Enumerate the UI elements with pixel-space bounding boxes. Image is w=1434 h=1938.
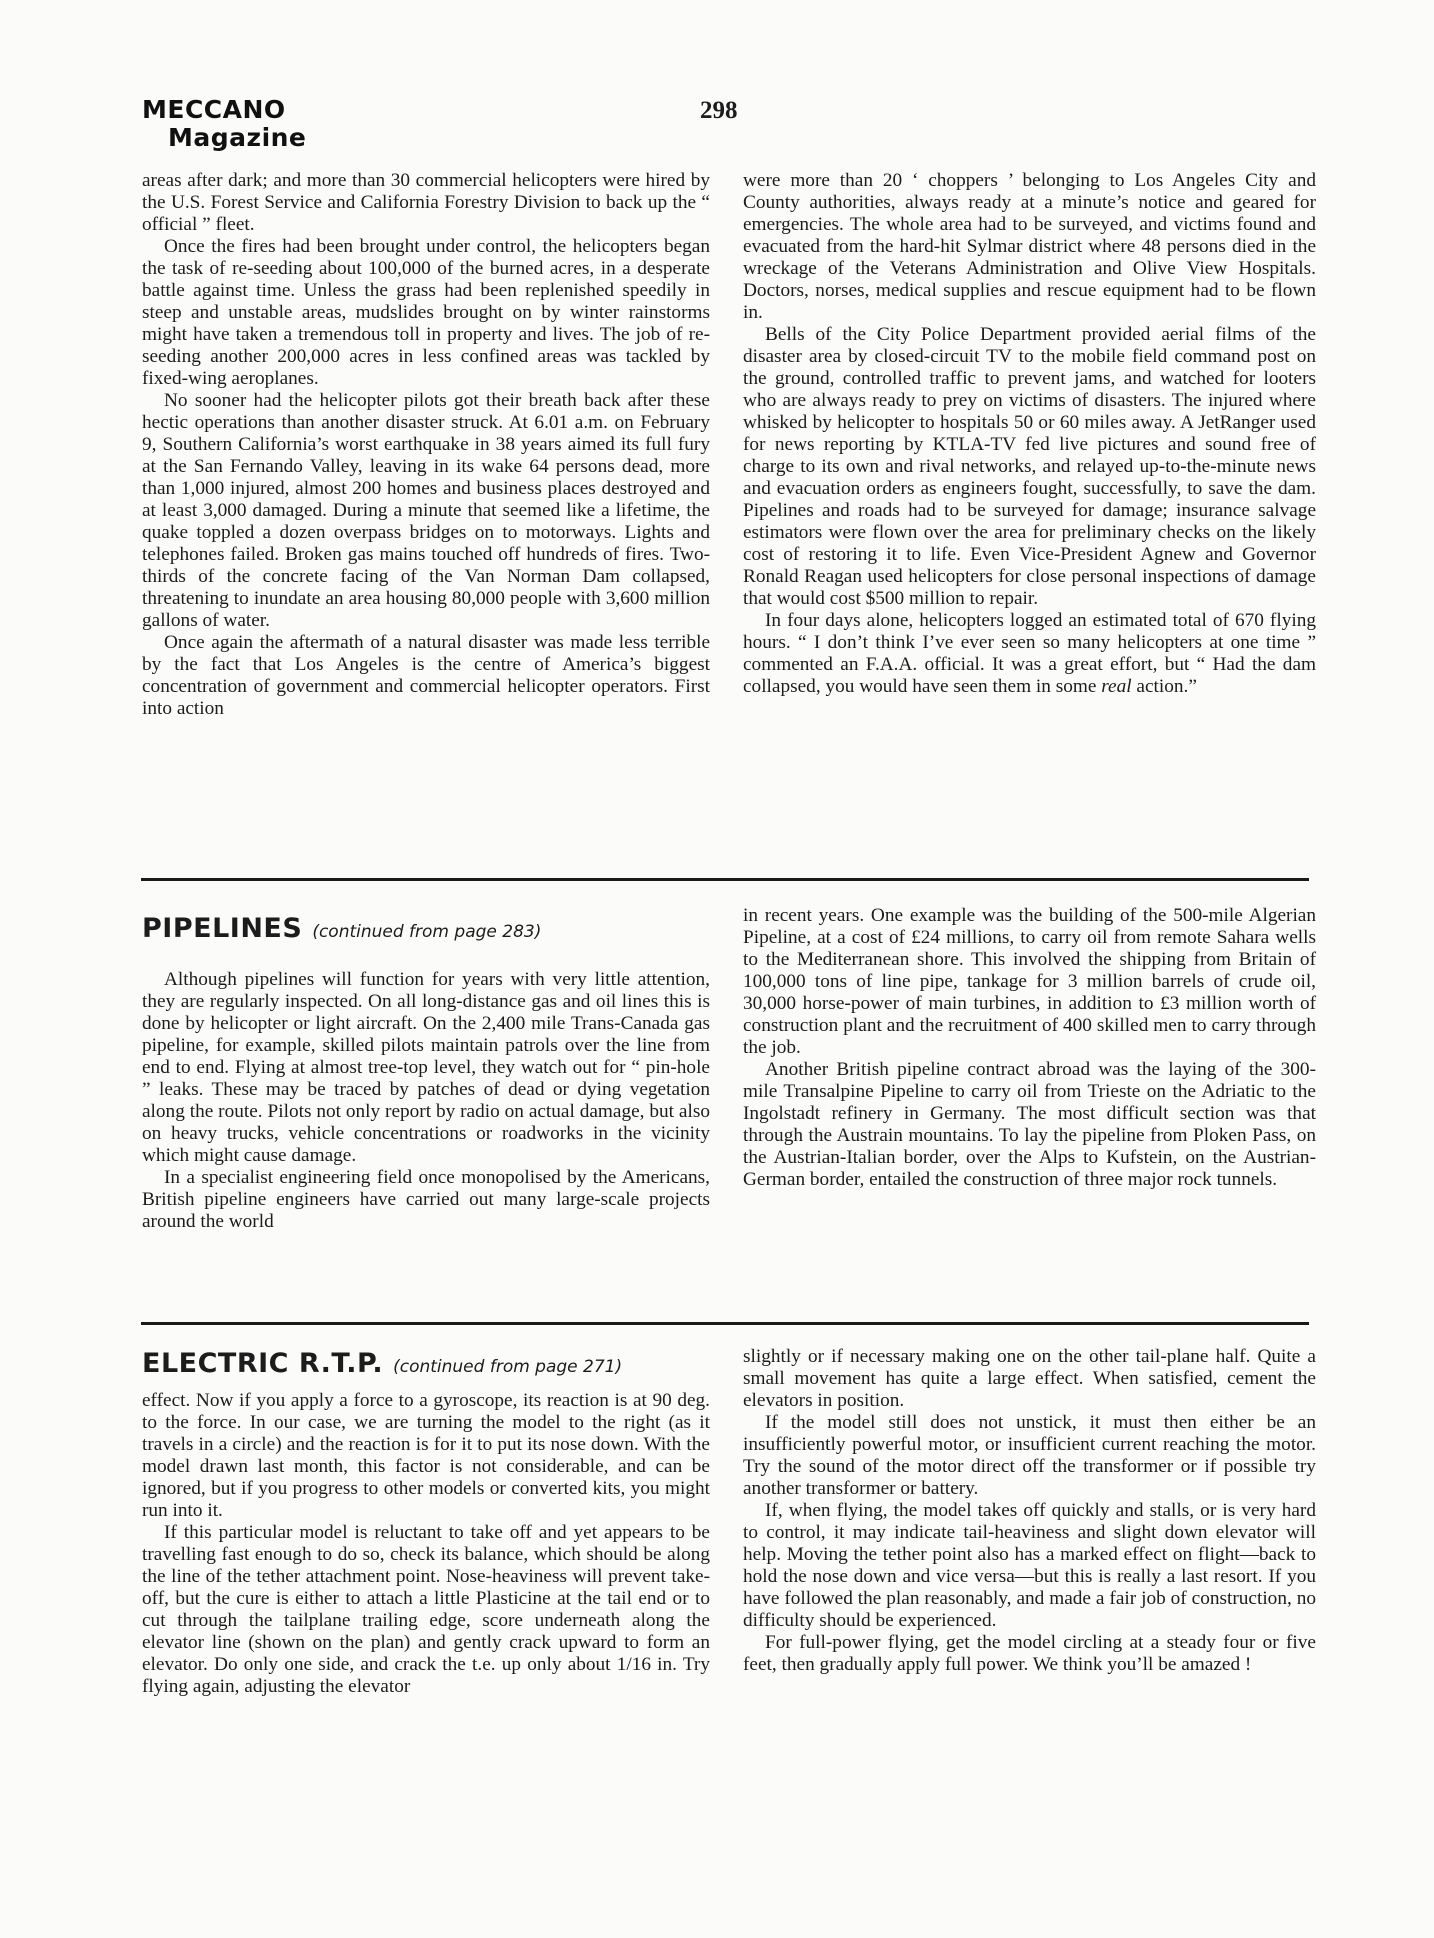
paragraph: were more than 20 ‘ choppers ’ belonging to Los Angeles City and County authorities, always ready at a minute’s notice and geared for emergencies. The whole area had to be surveyed, and victims found and evacuated from the hard-hit Sylmar district where 48 persons died in the wreckage of the Veterans Administration and Olive View Hospitals. Doctors, norses, medical supplies and rescue equipment had to be flown in. [743, 170, 1316, 323]
paragraph: If, when flying, the model takes off quickly and stalls, or is very hard to control, it may indicate tail-heaviness and slight down elevator will help. Moving the tether point also has a marked effect on flight—back to hold the nose down and vice versa—but this is really a last resort. If you have followed the plan reasonably, and made a fair job of construction, no difficulty should be experienced. [743, 1500, 1316, 1631]
page-number: 298 [700, 97, 738, 124]
paragraph-tail: action.” [1131, 676, 1197, 697]
paragraph: areas after dark; and more than 30 commercial helicopters were hired by the U.S. Forest Service and California Forestry Division to back up the “ official ” fleet. [142, 170, 710, 235]
paragraph: slightly or if necessary making one on the other tail-plane half. Quite a small movement has quite a large effect. When satisfied, cement the elevators in position. [743, 1346, 1316, 1411]
electric-heading [142, 1348, 622, 1379]
paragraph: effect. Now if you apply a force to a gyroscope, its reaction is at 90 deg. to the force. In our case, we are turning the model to the right (as it travels in a circle) and the reaction is for it to put its nose down. With the model drawn last month, this factor is not considerable, and can be ignored, but if you progress to other models or converted kits, you might run into it. [142, 1390, 710, 1521]
paragraph: If this particular model is reluctant to take off and yet appears to be travelling fast enough to do so, check its balance, which should be along the line of the tether attachment point. Nose-heaviness will prevent take-off, but the cure is either to attach a little Plasticine at the tail end or to cut through the tailplane trailing edge, score underneath along the elevator line (shown on the plan) and gently crack upward to form an elevator. Do only one side, and crack the t.e. up only about 1/16 in. Try flying again, adjusting the elevator [142, 1522, 710, 1697]
paragraph-text: In four days alone, helicopters logged an estimated total of 670 flying hours. “ I don’t think I’ve ever seen so many helicopters at one time ” commented an F.A.A. official. It was a great effort, but “ Had the dam collapsed, you would have seen them in some [743, 610, 1316, 697]
helicopter-article-right-column [743, 170, 1316, 698]
paragraph: Although pipelines will function for years with very little attention, they are regularly inspected. On all long-distance gas and oil lines this is done by helicopter or light aircraft. On the 2,400 mile Trans-Canada gas pipeline, for example, skilled pilots maintain patrols over the line from end to end. Flying at almost tree-top level, they watch out for “ pin-hole ” leaks. These may be traced by patches of dead or dying vegetation along the route. Pilots not only report by radio on actual damage, but also on heavy trucks, vehicle concentrations or roadworks in the vicinity which might cause damage. [142, 969, 710, 1166]
electric-left-column [142, 1390, 710, 1698]
pipelines-subtitle: (continued from page 283) [312, 922, 542, 942]
paragraph: in recent years. One example was the building of the 500-mile Algerian Pipeline, at a cost of £24 millions, to carry oil from remote Sahara wells to the Mediterranean shore. This involved the shipping from Britain of 100,000 tons of line pipe, tankage for 3 million barrels of crude oil, 30,000 horse-power of main turbines, in addition to £3 million worth of construction plant and the recruitment of 400 skilled men to carry through the job. [743, 905, 1316, 1058]
electric-right-column [743, 1346, 1316, 1676]
masthead-meccano: MECCANO [142, 95, 286, 124]
section-divider [141, 1322, 1309, 1325]
paragraph: Once again the aftermath of a natural disaster was made less terrible by the fact that Los Angeles is the centre of America’s biggest concentration of government and commercial helicopter operators. First into action [142, 632, 710, 719]
pipelines-heading [142, 913, 541, 944]
paragraph: Another British pipeline contract abroad was the laying of the 300-mile Transalpine Pipeline to carry oil from Trieste on the Adriatic to the Ingolstadt refinery in Germany. The most difficult section was that through the Austrain mountains. To lay the pipeline from Ploken Pass, on the Austrian-Italian border, over the Alps to Kufstein, on the Austrian-German border, entailed the construction of three major rock tunnels. [743, 1059, 1316, 1190]
electric-subtitle: (continued from page 271) [393, 1357, 623, 1377]
paragraph [743, 610, 1316, 698]
paragraph: If the model still does not unstick, it must then either be an insufficiently powerful motor, or insufficient current reaching the motor. Try the sound of the motor direct off the transformer or if possible try another transformer or battery. [743, 1412, 1316, 1499]
pipelines-right-column [743, 905, 1316, 1191]
italic-word: real [1101, 676, 1132, 697]
electric-title: ELECTRIC R.T.P. [142, 1348, 384, 1379]
section-divider [141, 878, 1309, 881]
helicopter-article-left-column [142, 170, 710, 720]
paragraph: Once the fires had been brought under control, the helicopters began the task of re-seeding about 100,000 of the burned acres, in a desperate battle against time. Unless the grass had been replenished speedily in steep and unstable areas, mudslides brought on by winter rainstorms might have taken a tremendous toll in property and lives. The job of re-seeding another 200,000 acres in less confined areas was tackled by fixed-wing aeroplanes. [142, 236, 710, 389]
paragraph: In a specialist engineering field once monopolised by the Americans, British pipeline engineers have carried out many large-scale projects around the world [142, 1167, 710, 1232]
paragraph: No sooner had the helicopter pilots got their breath back after these hectic operations than another disaster struck. At 6.01 a.m. on February 9, Southern California’s worst earthquake in 38 years aimed its full fury at the San Fernando Valley, leaving in its wake 64 persons dead, more than 1,000 injured, almost 200 homes and business places destroyed and at least 3,000 damaged. During a minute that seemed like a lifetime, the quake toppled a dozen overpass bridges on to motorways. Lights and telephones failed. Broken gas mains touched off hundreds of fires. Two-thirds of the concrete facing of the Van Norman Dam collapsed, threatening to inundate an area housing 80,000 people with 3,600 million gallons of water. [142, 390, 710, 631]
paragraph: For full-power flying, get the model circling at a steady four or five feet, then gradually apply full power. We think you’ll be amazed ! [743, 1632, 1316, 1675]
pipelines-title: PIPELINES [142, 913, 303, 944]
masthead-magazine: Magazine [168, 123, 307, 152]
paragraph: Bells of the City Police Department provided aerial films of the disaster area by closed-circuit TV to the mobile field command post on the ground, controlled traffic to prevent jams, and watched for looters who are always ready to prey on victims of disasters. The injured where whisked by helicopter to hospitals 50 or 60 miles away. A JetRanger used for news reporting by KTLA-TV fed live pictures and sound free of charge to its own and rival networks, and relayed up-to-the-minute news and evacuation orders as engineers fought, successfully, to save the dam. Pipelines and roads had to be surveyed for damage; insurance salvage estimators were flown over the area for preliminary checks on the likely cost of restoring it to life. Even Vice-President Agnew and Governor Ronald Reagan used helicopters for close personal inspections of damage that would cost $500 million to repair. [743, 324, 1316, 609]
pipelines-left-column [142, 969, 710, 1233]
